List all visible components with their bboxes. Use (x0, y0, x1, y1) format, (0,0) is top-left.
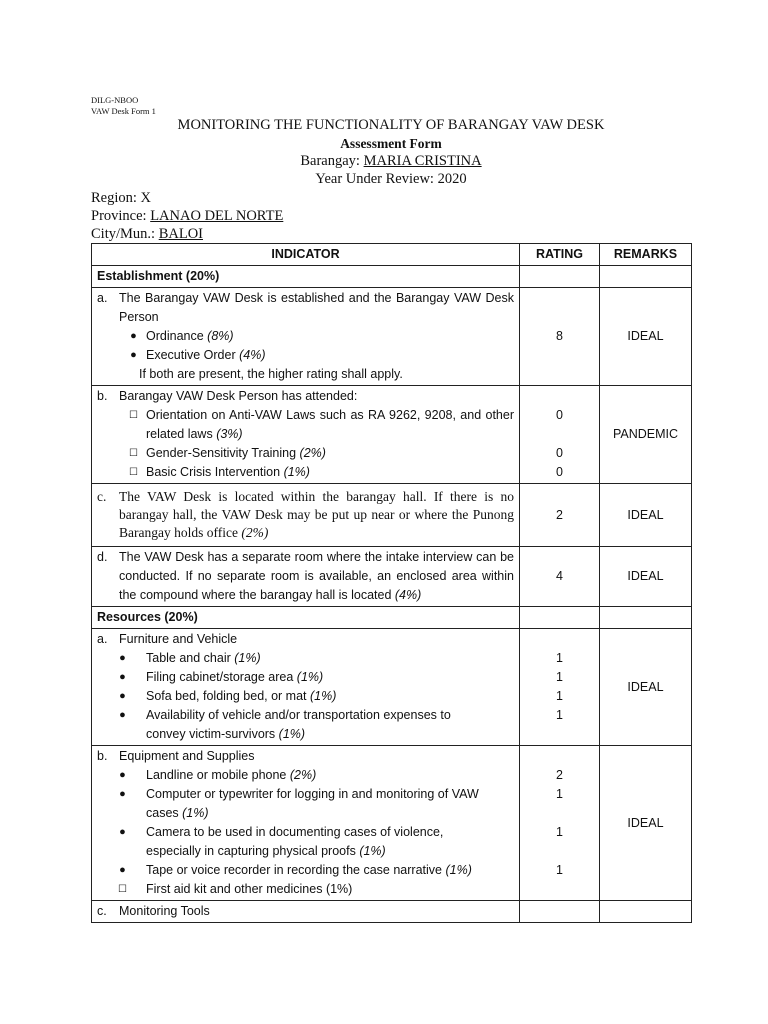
bullet-text: Filing cabinet/storage area (146, 670, 297, 684)
rating-cell (520, 746, 600, 901)
list-item (97, 823, 514, 861)
indicator-cell (92, 901, 520, 923)
list-item (97, 785, 514, 823)
empty-square-icon: ☐ (129, 448, 138, 459)
form-code-line1: DILG-NBOO (91, 95, 139, 105)
bullet-pct: (1%) (182, 806, 209, 820)
remarks-cell: IDEAL (600, 484, 692, 547)
rating-cell (520, 386, 600, 484)
list-item (119, 406, 514, 444)
bullet-pct: (2%) (299, 446, 326, 460)
region-label: Region: (91, 190, 141, 206)
item-body (119, 548, 514, 605)
table-row (92, 901, 692, 923)
item-body (119, 747, 514, 766)
rating-value: 2 (556, 768, 563, 782)
bullet-icon: ● (119, 788, 126, 800)
item-pct: (2%) (241, 525, 269, 540)
city-label: City/Mun.: (91, 226, 159, 242)
table-row (92, 386, 692, 484)
region-line (91, 189, 283, 207)
section-remarks-empty (600, 266, 692, 288)
rating-value: 1 (556, 708, 563, 722)
item-letter: d. (97, 550, 108, 564)
empty-square-icon: ☐ (129, 410, 138, 421)
item-note: If both are present, the higher rating shall apply. (139, 367, 403, 381)
rating-value: 1 (556, 863, 563, 877)
item-text: Furniture and Vehicle (119, 632, 238, 646)
checkbox-list (119, 406, 514, 482)
bullet-pct: (2%) (289, 768, 317, 782)
bullet-text: Orientation on Anti-VAW Laws such as RA 9262, 9208, and other related laws (146, 408, 514, 441)
list-item (119, 444, 514, 463)
rating-cell: 2 (520, 484, 600, 547)
bullet-icon: ● (119, 652, 126, 664)
list-item (119, 327, 514, 346)
remarks-cell: IDEAL (600, 547, 692, 607)
section-rating-empty (520, 607, 600, 629)
indicator-item (97, 488, 514, 542)
item-text: Barangay VAW Desk Person has attended: (119, 389, 358, 403)
barangay-label: Barangay: (300, 153, 364, 169)
table-row (92, 547, 692, 607)
item-body (119, 289, 514, 384)
bullet-icon: ● (119, 690, 126, 702)
list-item (97, 706, 514, 744)
form-title: MONITORING THE FUNCTIONALITY OF BARANGAY VAW DESK (177, 117, 605, 133)
bullet-icon: ● (130, 349, 137, 361)
bullet-text: Ordinance (146, 329, 208, 343)
list-item (119, 346, 514, 365)
item-text: The VAW Desk has a separate room where the intake interview can be conducted. If no separate room is available, an enclosed area within the compound where the barangay hall is located (119, 550, 514, 602)
bullet-pct: (1%) (278, 727, 306, 741)
rating-value: 1 (556, 825, 563, 839)
year-line (91, 170, 691, 188)
section-title-establishment: Establishment (20%) (92, 266, 520, 288)
item-body (119, 630, 514, 649)
item-letter: b. (97, 749, 108, 763)
rating-value: 1 (556, 670, 563, 684)
table-row (92, 288, 692, 386)
rating-cell (520, 629, 600, 746)
bullet-pct: (8%) (207, 329, 234, 343)
item-letter: c. (97, 489, 107, 504)
indicator-cell (92, 746, 520, 901)
list-item (97, 861, 514, 880)
bullet-list (97, 766, 514, 899)
rating-cell: 8 (520, 288, 600, 386)
item-text: The Barangay VAW Desk is established and the Barangay VAW Desk Person (119, 291, 514, 324)
item-text: Monitoring Tools (119, 904, 210, 918)
section-row-resources (92, 607, 692, 629)
remarks-cell: IDEAL (600, 746, 692, 901)
bullet-icon: ● (119, 826, 126, 838)
item-letter: a. (97, 632, 108, 646)
year-label: Year Under Review: (315, 171, 438, 187)
bullet-list (119, 327, 514, 365)
bullet-text: Availability of vehicle and/or transportation expenses to convey victim-survivors (146, 708, 451, 741)
item-text: Equipment and Supplies (119, 749, 255, 763)
bullet-icon: ● (119, 769, 126, 781)
location-block (91, 189, 283, 243)
bullet-icon: ● (119, 709, 126, 721)
remarks-cell: PANDEMIC (600, 386, 692, 484)
rating-cell (520, 901, 600, 923)
bullet-list (97, 649, 514, 744)
bullet-text: Landline or mobile phone (146, 768, 290, 782)
rating-value: 1 (556, 689, 563, 703)
year-value: 2020 (437, 171, 467, 187)
item-letter: a. (97, 291, 108, 305)
province-value: LANAO DEL NORTE (150, 208, 284, 224)
indicator-item (97, 289, 514, 384)
bullet-text: Computer or typewriter for logging in and monitoring of VAW cases (146, 787, 479, 820)
indicator-item (97, 630, 514, 649)
table-header-row (92, 244, 692, 266)
remarks-cell: IDEAL (600, 629, 692, 746)
rating-value: 0 (556, 465, 563, 479)
table-row (92, 484, 692, 547)
indicator-item (97, 902, 514, 921)
barangay-line (91, 152, 691, 170)
section-title-resources: Resources (20%) (92, 607, 520, 629)
city-value: BALOI (158, 226, 203, 242)
indicator-item (97, 548, 514, 605)
form-subtitle: Assessment Form (340, 136, 442, 151)
bullet-pct: (1%) (445, 863, 472, 877)
list-item (97, 687, 514, 706)
indicator-cell (92, 629, 520, 746)
bullet-text: Camera to be used in documenting cases of violence, especially in capturing physical proofs (146, 825, 444, 858)
rating-value: 1 (556, 651, 563, 665)
bullet-text: Basic Crisis Intervention (146, 465, 284, 479)
indicator-cell (92, 484, 520, 547)
province-line (91, 207, 283, 225)
province-label: Province: (91, 208, 151, 224)
section-rating-empty (520, 266, 600, 288)
bullet-text: Tape or voice recorder in recording the case narrative (146, 863, 446, 877)
barangay-value: MARIA CRISTINA (363, 153, 482, 169)
empty-square-icon: ☐ (129, 467, 138, 478)
bullet-icon: ● (119, 671, 126, 683)
bullet-pct: (1%) (234, 651, 261, 665)
bullet-text: Sofa bed, folding bed, or mat (146, 689, 310, 703)
empty-square-icon: ☐ (118, 884, 127, 895)
bullet-pct: (1%) (310, 689, 337, 703)
indicator-item (97, 387, 514, 482)
bullet-text: Table and chair (146, 651, 235, 665)
bullet-text: Gender-Sensitivity Training (146, 446, 300, 460)
rating-value: 0 (556, 408, 563, 422)
form-code (91, 95, 156, 117)
section-row-establishment (92, 266, 692, 288)
indicator-cell (92, 386, 520, 484)
bullet-text: Executive Order (146, 348, 240, 362)
list-item (97, 668, 514, 687)
rating-header: RATING (520, 244, 600, 266)
list-item (119, 463, 514, 482)
city-line (91, 225, 283, 243)
item-body (119, 488, 514, 542)
section-remarks-empty (600, 607, 692, 629)
region-value: X (140, 190, 152, 206)
item-letter: b. (97, 389, 108, 403)
remarks-cell: IDEAL (600, 288, 692, 386)
list-item (97, 766, 514, 785)
list-item (97, 880, 514, 899)
assessment-table (91, 243, 692, 923)
rating-value: 1 (556, 787, 563, 801)
bullet-pct: (4%) (239, 348, 266, 362)
item-body (119, 387, 514, 482)
table-row (92, 629, 692, 746)
bullet-pct: (1%) (283, 465, 310, 479)
indicator-header: INDICATOR (92, 244, 520, 266)
bullet-icon: ● (119, 864, 126, 876)
list-item (97, 649, 514, 668)
indicator-cell (92, 288, 520, 386)
item-pct: (4%) (394, 588, 422, 602)
bullet-pct: (3%) (216, 427, 243, 441)
item-text: The VAW Desk is located within the barangay hall. If there is no barangay hall, the VAW Desk may be put up near or where the Punong Barangay holds office (119, 489, 514, 540)
indicator-item (97, 747, 514, 766)
bullet-text: First aid kit and other medicines (1%) (146, 882, 353, 896)
item-letter: c. (97, 904, 107, 918)
rating-value: 0 (556, 446, 563, 460)
table-row (92, 746, 692, 901)
form-header (91, 116, 691, 188)
bullet-pct: (1%) (359, 844, 386, 858)
rating-cell: 4 (520, 547, 600, 607)
bullet-pct: (1%) (296, 670, 324, 684)
remarks-header: REMARKS (600, 244, 692, 266)
form-code-line2: VAW Desk Form 1 (91, 106, 156, 116)
indicator-cell (92, 547, 520, 607)
remarks-cell (600, 901, 692, 923)
bullet-icon: ● (130, 330, 137, 342)
